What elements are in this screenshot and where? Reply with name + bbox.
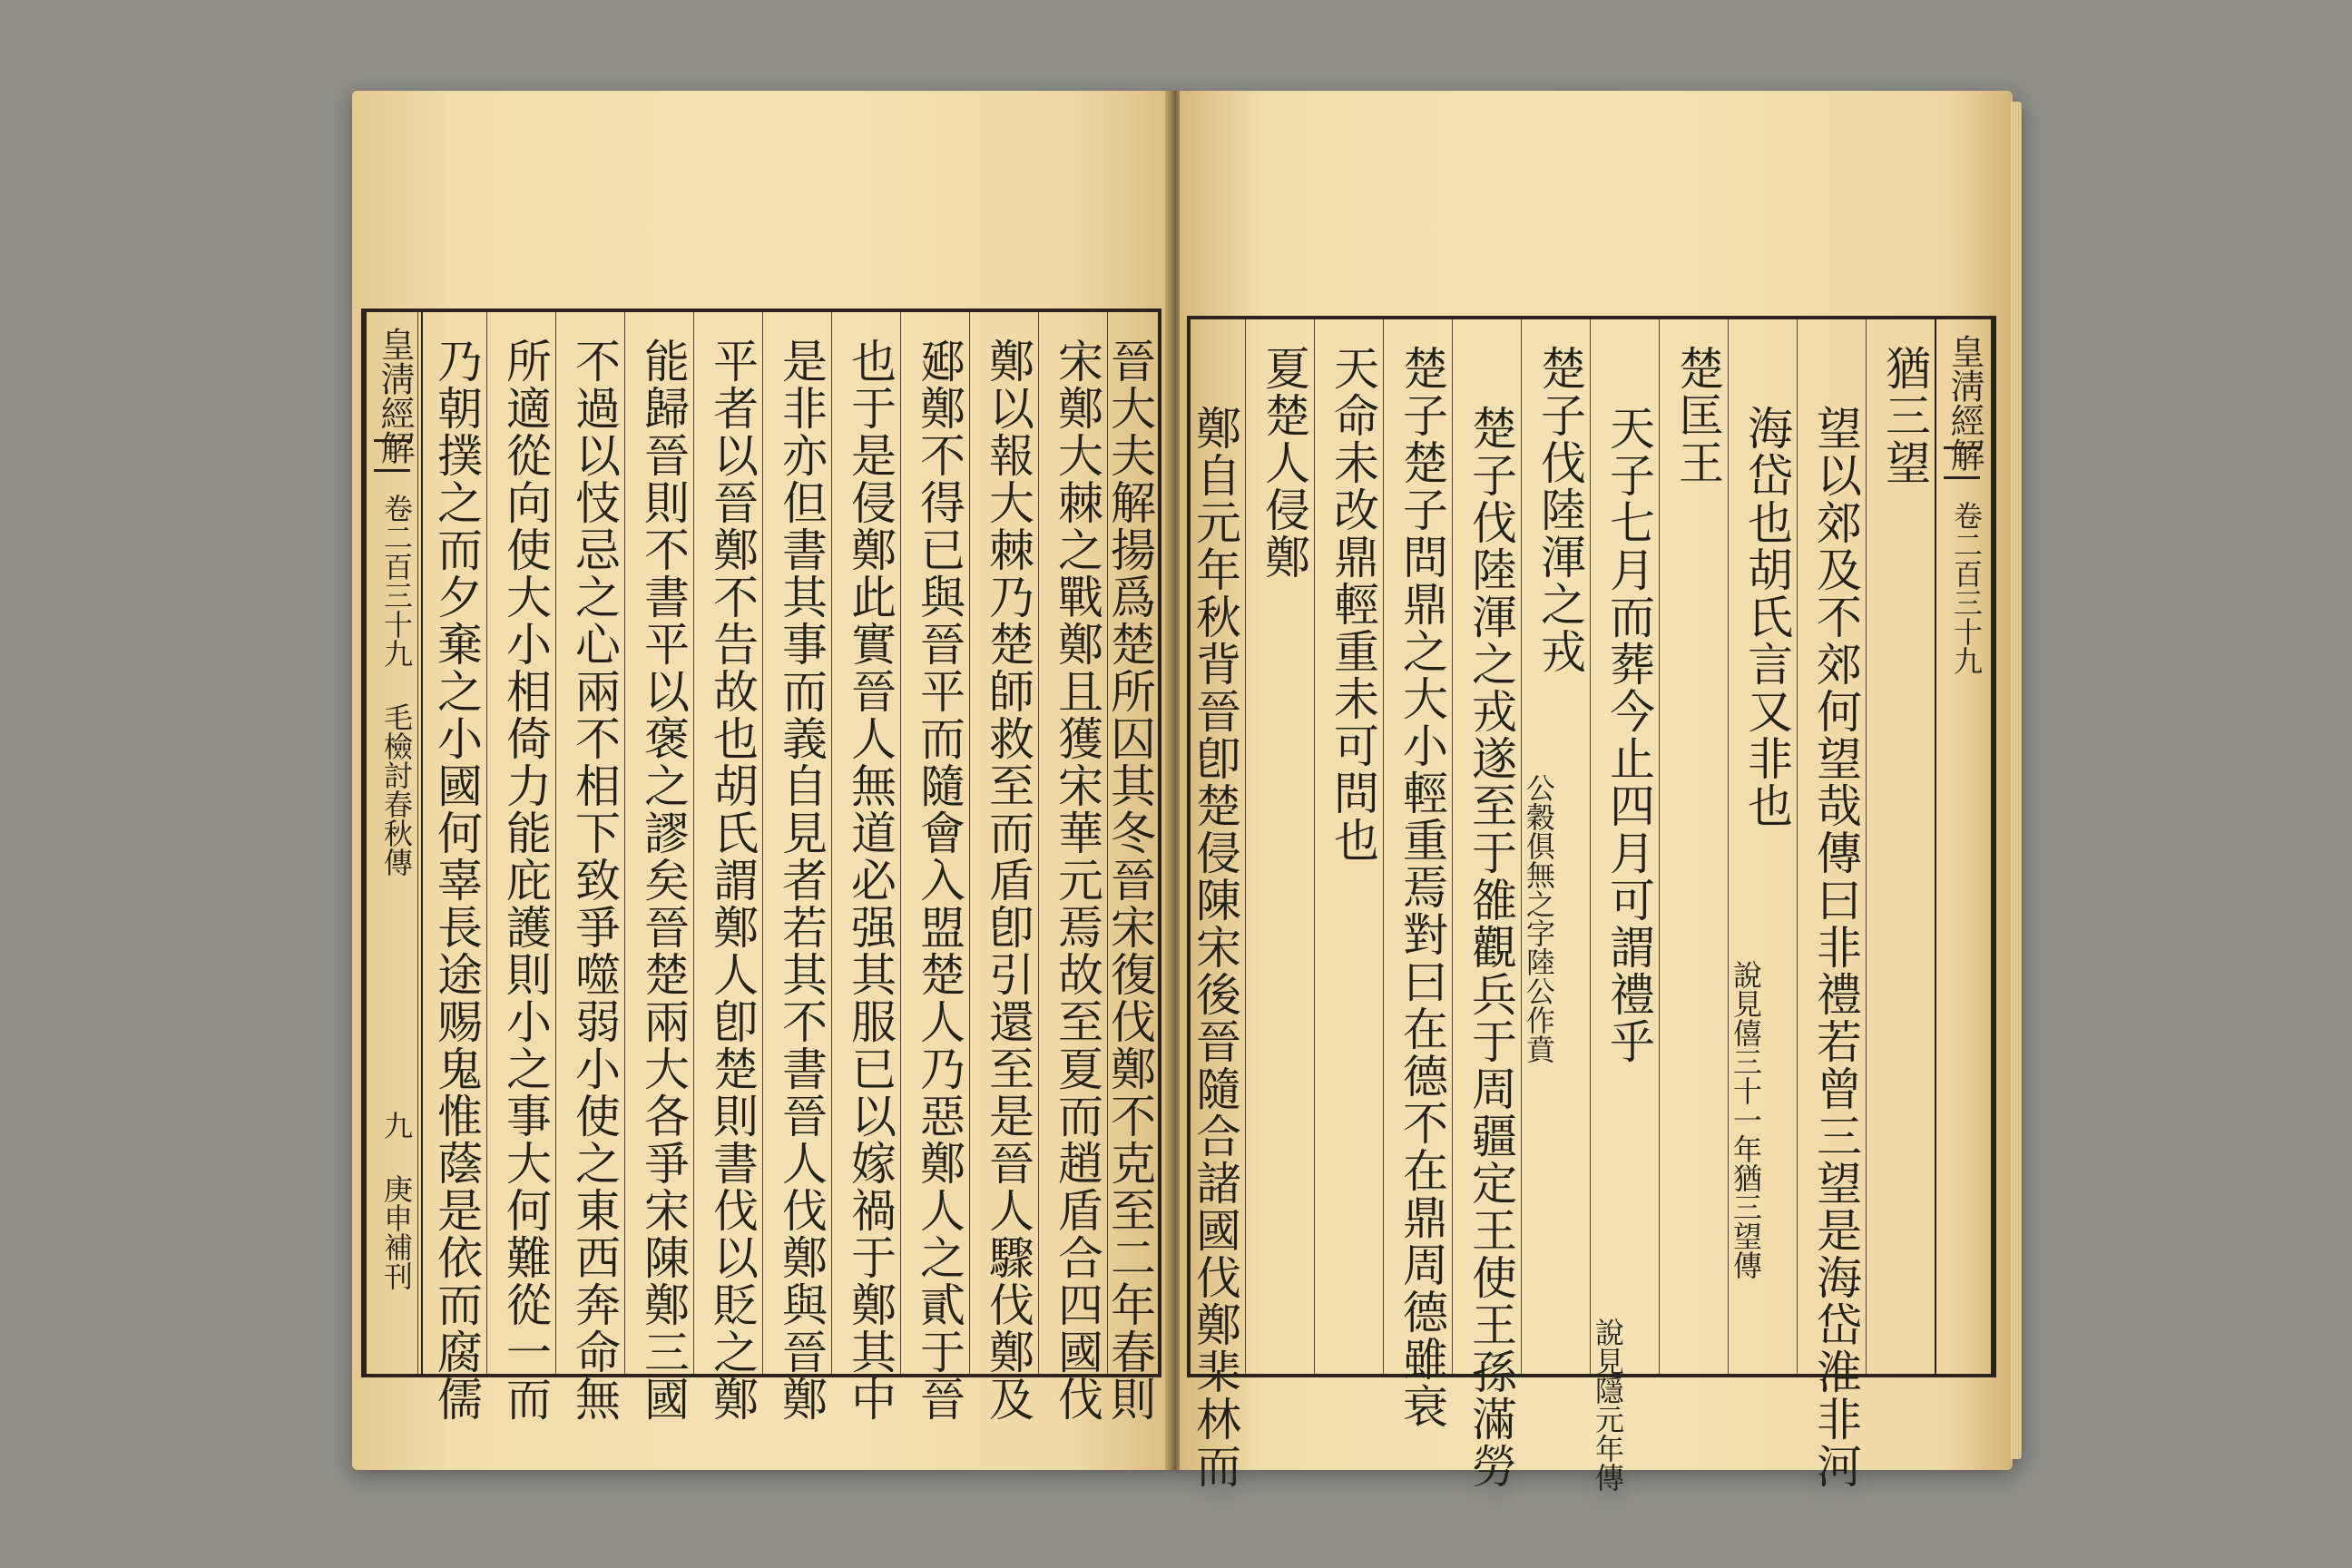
text-column bbox=[1383, 319, 1452, 1430]
text-column: 鄭以報大棘乃楚師救至而盾卽引還至是晉人驟伐鄭及 bbox=[969, 312, 1038, 1374]
body-text: 望以郊及不郊何望哉傳曰非禮若曾三望是海岱淮非河 bbox=[1809, 405, 1862, 1490]
page-edges bbox=[2011, 102, 2022, 1459]
banner-title: 皇淸經解 bbox=[1945, 334, 1984, 472]
body-text: 海岱也胡氏言又非也 bbox=[1740, 405, 1793, 829]
left-text-frame bbox=[361, 309, 1161, 1423]
text-column: 乃朝撲之而夕棄之小國何辜長途赐鬼惟蔭是依而腐儒 bbox=[417, 312, 486, 1374]
heading-text: 楚子伐陸渾之戎 bbox=[1534, 345, 1586, 675]
banner-folio: 九 庚申補刊 bbox=[379, 1111, 414, 1290]
open-book bbox=[352, 91, 2013, 1492]
fish-tail-mark bbox=[1944, 446, 1980, 479]
text-column: 能歸晉則不書平以褒之謬矣晉楚兩大各爭宋陳鄭三國 bbox=[624, 312, 693, 1374]
body-text: 楚子伐陸渾之戎遂至于雒觀兵于周疆定王使王孫滿勞 bbox=[1465, 405, 1517, 1490]
body-text: 天命未改鼎輕重未可問也 bbox=[1327, 345, 1379, 864]
annotation-note: 公穀俱無之字陸公作賁 bbox=[1522, 773, 1556, 1063]
text-column: 也于是侵鄭此實晉人無道必强其服已以嫁禍于鄭其中 bbox=[831, 312, 900, 1374]
heading-text: 夏楚人侵鄭 bbox=[1258, 345, 1310, 581]
heading-text: 猶三望 bbox=[1878, 345, 1931, 486]
text-column bbox=[1797, 319, 1866, 1490]
banner-volume: 卷二百三十九 bbox=[1949, 501, 1984, 675]
text-column: 不過以忮忌之心兩不相下致爭噬弱小使之東西奔命無 bbox=[555, 312, 624, 1374]
text-column: 郔鄭不得已與晉平而隨會入盟楚人乃惡鄭人之貳于晉 bbox=[900, 312, 969, 1374]
right-page bbox=[1180, 91, 2013, 1492]
banner-title: 皇淸經解 bbox=[375, 327, 415, 465]
annotation-note: 說見隱元年傳 bbox=[1591, 1318, 1625, 1492]
banner-column bbox=[1935, 319, 1993, 1374]
fish-tail-mark bbox=[374, 439, 410, 472]
banner-column bbox=[365, 312, 423, 1374]
left-page bbox=[352, 91, 1171, 1470]
text-column bbox=[1189, 319, 1245, 1490]
heading-text: 楚匡王 bbox=[1671, 345, 1724, 486]
text-column: 晉大夫解揚爲楚所囚其冬晉宋復伐鄭不克至二年春則 bbox=[1107, 312, 1160, 1374]
body-text: 天子七月而葬今止四月可謂禮乎 bbox=[1602, 405, 1655, 1065]
text-column: 是非亦但書其事而義自見者若其不書晉人伐鄭與晉鄭 bbox=[762, 312, 831, 1374]
banner-volume: 卷二百三十九 毛檢討春秋傳 bbox=[379, 494, 414, 877]
text-column: 平者以晉鄭不告故也胡氏謂鄭人卽楚則書伐以貶之鄭 bbox=[693, 312, 762, 1374]
body-text: 鄭自元年秋背晉卽楚侵陳宋後晉隨合諸國伐鄭棐林而 bbox=[1189, 405, 1241, 1490]
text-column bbox=[1659, 319, 1728, 1374]
annotation-note: 說見僖三十一年猶三望傳 bbox=[1729, 960, 1763, 1279]
text-column bbox=[1452, 319, 1521, 1490]
body-text: 楚子楚子問鼎之大小輕重焉對曰在德不在鼎周德雖衰 bbox=[1396, 345, 1448, 1430]
text-column: 宋鄭大棘之戰鄭且獲宋華元焉故至夏而趙盾合四國伐 bbox=[1038, 312, 1107, 1374]
right-text-frame bbox=[1187, 316, 1996, 1492]
text-column bbox=[1314, 319, 1383, 1374]
text-column bbox=[1866, 319, 1935, 1374]
text-column bbox=[1245, 319, 1314, 1374]
text-column: 所適從向使大小相倚力能庇護則小之事大何難從一而 bbox=[486, 312, 555, 1374]
